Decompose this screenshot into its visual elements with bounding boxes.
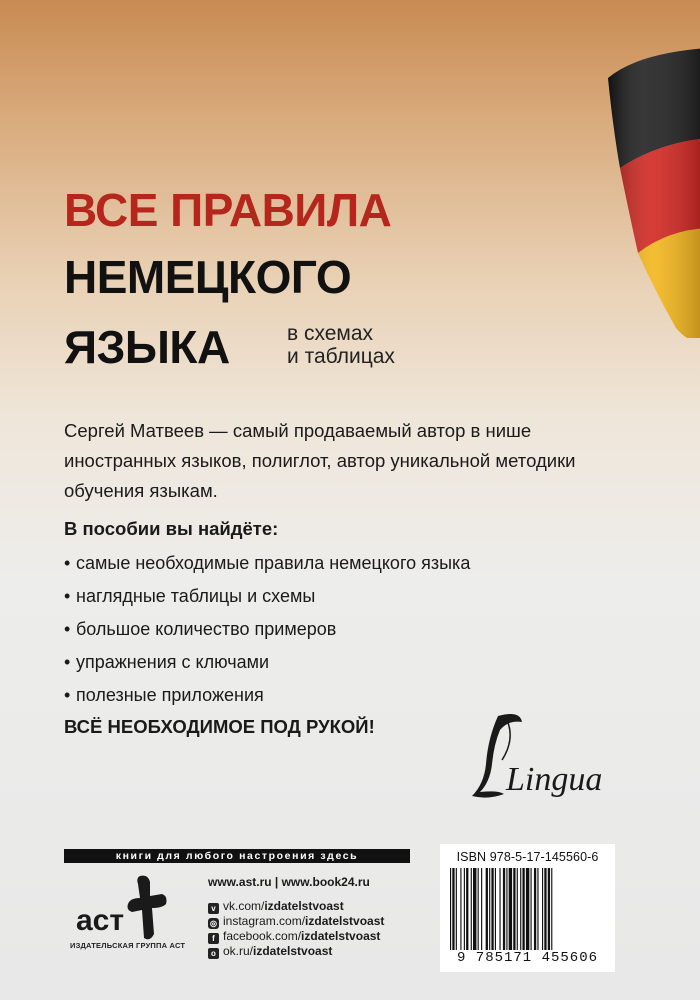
instagram-icon: ◎	[208, 918, 219, 929]
barcode-bar	[548, 868, 550, 950]
barcode-bar	[466, 868, 468, 950]
barcode-bar	[471, 868, 472, 950]
barcode-bar	[517, 868, 518, 950]
title-line-1: ВСЕ ПРАВИЛА	[64, 184, 392, 236]
barcode-bar	[452, 868, 454, 950]
publisher-tagline-strip: книги для любого настроения здесь	[64, 849, 410, 863]
list-item: • большое количество примеров	[64, 613, 470, 646]
social-link-facebook[interactable]: f facebook.com/izdatelstvoast	[208, 929, 380, 944]
vk-icon: v	[208, 903, 219, 914]
barcode-bar	[473, 868, 476, 950]
barcode-bar	[537, 868, 538, 950]
publisher-websites[interactable]: www.ast.ru | www.book24.ru	[208, 875, 370, 889]
barcode-bar	[464, 868, 465, 950]
barcode-bar	[450, 868, 451, 950]
bullet-marker: •	[64, 685, 71, 705]
subtitle-line-2: и таблицах	[287, 345, 395, 368]
barcode-bar	[481, 868, 482, 950]
contents-heading: В пособии вы найдёте:	[64, 518, 279, 539]
barcode-bar	[520, 868, 521, 950]
bullet-marker: •	[64, 586, 71, 606]
contents-list	[64, 547, 470, 712]
subtitle	[287, 322, 395, 368]
bullet-marker: •	[64, 652, 71, 672]
social-link-ok[interactable]: o ok.ru/izdatelstvoast	[208, 944, 332, 959]
social-link-vk[interactable]: v vk.com/izdatelstvoast	[208, 899, 344, 914]
barcode-bar	[531, 868, 532, 950]
barcode-bar	[534, 868, 536, 950]
barcode-bar	[513, 868, 515, 950]
barcode-bar	[456, 868, 457, 950]
list-item: • упражнения с ключами	[64, 646, 470, 679]
barcode-bar	[495, 868, 496, 950]
list-item: • самые необходимые правила немецкого языка	[64, 547, 470, 580]
publisher-group-name: ИЗДАТЕЛЬСКАЯ ГРУППА АСТ	[70, 941, 186, 950]
bullet-marker: •	[64, 553, 71, 573]
barcode-bar	[506, 868, 507, 950]
isbn-barcode	[440, 844, 615, 972]
subtitle-line-1: в схемах	[287, 322, 374, 345]
ast-logo-text: аст	[76, 904, 125, 937]
barcode-bar	[460, 868, 461, 950]
ast-publisher-logo	[70, 872, 190, 944]
barcode-bar	[486, 868, 488, 950]
ok-icon: o	[208, 948, 219, 959]
barcode-bar	[491, 868, 493, 950]
barcode-bar	[509, 868, 512, 950]
facebook-icon: f	[208, 933, 219, 944]
barcode-bar	[489, 868, 490, 950]
lingua-logo-text: Lingua	[506, 761, 603, 798]
barcode-bar	[544, 868, 546, 950]
german-flag-image	[598, 48, 700, 338]
title-line-2: НЕМЕЦКОГО	[64, 251, 352, 303]
barcode-bar	[551, 868, 552, 950]
author-intro: Сергей Матвеев — самый продаваемый автор в нише иностранных языков, полиглот, автор уникальной методики обучения языкам.	[64, 420, 576, 501]
list-item: • полезные приложения	[64, 679, 470, 712]
list-item: • наглядные таблицы и схемы	[64, 580, 470, 613]
lingua-series-logo	[458, 708, 618, 808]
barcode-bar	[478, 868, 479, 950]
barcode-bar	[542, 868, 543, 950]
barcode-bar	[526, 868, 529, 950]
barcode-bar	[522, 868, 524, 950]
barcode-bar	[503, 868, 505, 950]
slogan: ВСЁ НЕОБХОДИМОЕ ПОД РУКОЙ!	[64, 716, 375, 737]
isbn-number: ISBN 978-5-17-145560-6	[456, 850, 599, 864]
barcode-bars	[448, 868, 608, 950]
barcode-digits: 9 785171 455606	[456, 950, 599, 966]
barcode-bar	[499, 868, 500, 950]
bullet-marker: •	[64, 619, 71, 639]
social-link-instagram[interactable]: ◎ instagram.com/izdatelstvoast	[210, 914, 385, 928]
title-line-3: ЯЗЫКА	[64, 321, 230, 373]
